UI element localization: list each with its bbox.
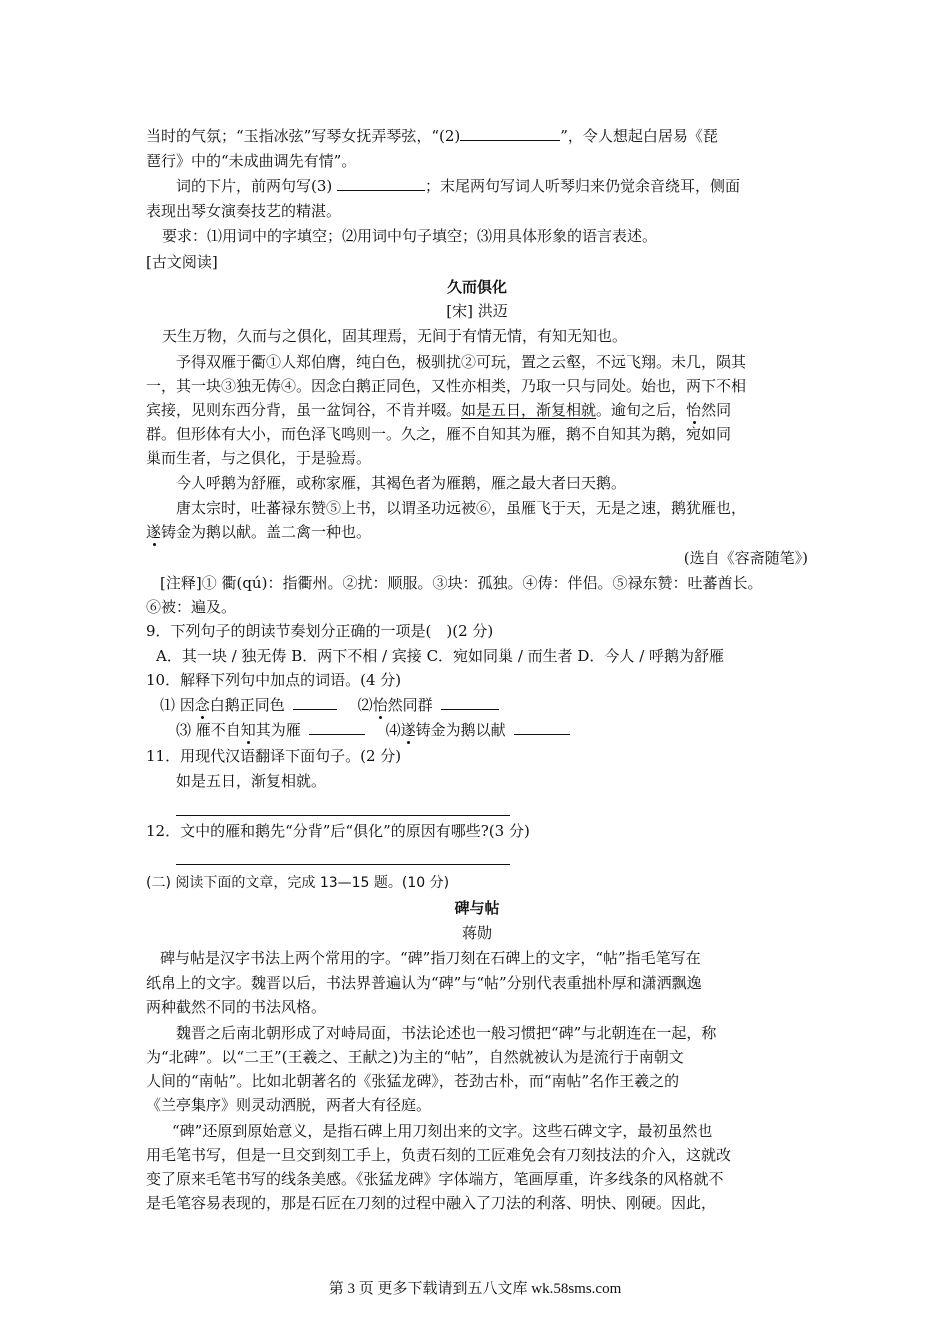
modern-section-header: (二) 阅读下面的文章，完成 13—15 题。(10 分) bbox=[146, 875, 450, 891]
classical-para-2-line-3: 宾接，见则东西分背，虽一盆饲谷，不肯并啜。如是五日，渐复相就。逾旬之后，怡然同 bbox=[146, 401, 732, 419]
answer-blank-10-2[interactable] bbox=[441, 695, 499, 710]
question-10: 10．解释下列句中加点的词语。(4 分) bbox=[146, 671, 402, 689]
answer-blank-10-4[interactable] bbox=[514, 720, 570, 735]
answer-line-12[interactable] bbox=[176, 864, 510, 865]
answer-blank-10-1[interactable] bbox=[293, 695, 337, 710]
requirement-line: 要求：⑴用词中的字填空；⑵用词中句子填空；⑶用具体形象的语言表述。 bbox=[162, 227, 658, 245]
modern-para-1-line-2: 纸帛上的文字。魏晋以后，书法界普遍认为“碑”与“帖”分别代表重拙朴厚和潇洒飘逸 bbox=[146, 974, 702, 992]
modern-para-2-line-1: 魏晋之后南北朝形成了对峙局面，书法论述也一般习惯把“碑”与北朝连在一起，称 bbox=[176, 1024, 717, 1042]
classical-para-4-line-1: 唐太宗时，吐蕃禄东赞⑤上书，以谓圣功远被⑥，虽雁飞于天，无是之速，鹅犹雁也， bbox=[176, 499, 747, 517]
modern-para-1-line-3: 两种截然不同的书法风格。 bbox=[146, 998, 327, 1016]
modern-author: 蒋勋 bbox=[461, 924, 492, 942]
answer-blank-10-3[interactable] bbox=[309, 720, 365, 735]
classical-section-header: [古文阅读] bbox=[146, 253, 218, 271]
question-10-items-row-2: ⑶ 雁不自知其为雁 ⑷遂铸金为鹅以献 bbox=[176, 720, 570, 740]
classical-para-2-line-2: 一，其一块③独无俦④。因念白鹅正同色，又性亦相类，乃取一只与同处。始也，两下不相 bbox=[146, 377, 747, 395]
blank-2[interactable] bbox=[460, 126, 560, 141]
modern-para-1-line-1: 碑与帖是汉字书法上两个常用的字。“碑”指刀刻在石碑上的文字，“帖”指毛笔写在 bbox=[160, 949, 701, 967]
modern-para-3-line-1: “碑”还原到原始意义，是指石碑上用刀刻出来的文字。这些石碑文字，最初虽然也 bbox=[172, 1122, 713, 1140]
modern-para-2-line-3: 人间的“南帖”。比如北朝著名的《张猛龙碑》，苍劲古朴，而“南帖”名作王羲之的 bbox=[146, 1072, 680, 1090]
classical-source: (选自《容斋随笔》) bbox=[683, 549, 808, 567]
modern-para-2-line-2: 为“北碑”。以“二王”(王羲之、王献之)为主的“帖”，自然就被认为是流行于南朝文 bbox=[146, 1048, 684, 1066]
classical-para-2-line-5: 巢而生者，与之俱化，于是验焉。 bbox=[146, 449, 372, 467]
answer-line-11[interactable] bbox=[176, 815, 510, 816]
classical-title: 久而俱化 bbox=[446, 278, 507, 296]
poem-line-1: 当时的气氛；“玉指冰弦”写琴女抚弄琴弦，“(2) ”，令人想起白居易《琵 bbox=[146, 127, 718, 145]
modern-para-3-line-2: 用毛笔书写，但是一旦交到刻工手上，负责石刻的工匠难免会有刀刻技法的介入，这就改 bbox=[146, 1146, 732, 1164]
classical-notes-line-2: ⑥被：遍及。 bbox=[146, 598, 237, 616]
modern-para-3-line-3: 变了原来毛笔书写的线条美感。《张猛龙碑》字体端方，笔画厚重，许多线条的风格就不 bbox=[146, 1170, 724, 1188]
question-9-options: A．其一块 / 独无俦 B．两下不相 / 宾接 C．宛如同巢 / 而生者 D．今人 / 呼鹅为舒雁 bbox=[156, 647, 725, 665]
question-11-sentence: 如是五日，渐复相就。 bbox=[176, 772, 327, 790]
classical-para-2-line-1: 予得双雁于衢①人郑伯膺，纯白色，极驯扰②可玩，置之云壑，不远飞翔。未几，陨其 bbox=[176, 353, 747, 371]
modern-title: 碑与帖 bbox=[454, 899, 500, 917]
question-10-items-row-1: ⑴ 因念白鹅正同色 ⑵怡然同群 bbox=[160, 695, 499, 715]
classical-para-2-line-4: 群。但形体有大小，而色泽飞鸣则一。久之，雁不自知其为雁，鹅不自知其为鹅，宛如同 bbox=[146, 425, 732, 443]
modern-para-3-line-4: 是毛笔容易表现的，那是石匠在刀刻的过程中融入了刀法的利落、明快、刚硬。因此， bbox=[146, 1194, 717, 1212]
modern-para-2-line-4: 《兰亭集序》则灵动洒脱，两者大有径庭。 bbox=[146, 1096, 432, 1114]
blank-3[interactable] bbox=[337, 176, 425, 191]
underlined-sentence: 如是五日，渐复相就 bbox=[461, 401, 597, 419]
question-11: 11．用现代汉语翻译下面句子。(2 分) bbox=[146, 747, 402, 765]
dotted-char-yi: 怡 bbox=[686, 401, 702, 419]
classical-para-3: 今人呼鹅为舒雁，或称家雁，其褐色者为雁鹅，雁之最大者曰天鹅。 bbox=[176, 474, 627, 492]
classical-para-1: 天生万物，久而与之俱化，固其理焉，无间于有情无情，有知无知也。 bbox=[162, 327, 628, 345]
question-12: 12．文中的雁和鹅先“分背”后“俱化”的原因有哪些?(3 分) bbox=[146, 822, 530, 840]
poem-line-3: 词的下片，前两句写(3) ；末尾两句写词人听琴归来仍觉余音绕耳，侧面 bbox=[176, 177, 741, 195]
poem-line-4: 表现出琴女演奏技艺的精湛。 bbox=[146, 202, 342, 220]
classical-author: [宋] 洪迈 bbox=[446, 302, 508, 320]
poem-line-2: 琶行》中的“未成曲调先有情”。 bbox=[146, 152, 357, 170]
dotted-char-sui: 遂 bbox=[146, 523, 162, 541]
page-footer: 第 3 页 更多下载请到五八文库 wk.58sms.com bbox=[328, 1281, 622, 1297]
classical-notes-line-1: [注释]① 衢(qú)：指衢州。②扰：顺服。③块：孤独。④俦：伴侣。⑤禄东赞：吐蕃酋长。 bbox=[160, 574, 763, 592]
classical-para-4-line-2: 遂铸金为鹅以献。盖二禽一种也。 bbox=[146, 523, 372, 541]
question-9: 9．下列句子的朗读节奏划分正确的一项是( )(2 分) bbox=[146, 622, 494, 640]
